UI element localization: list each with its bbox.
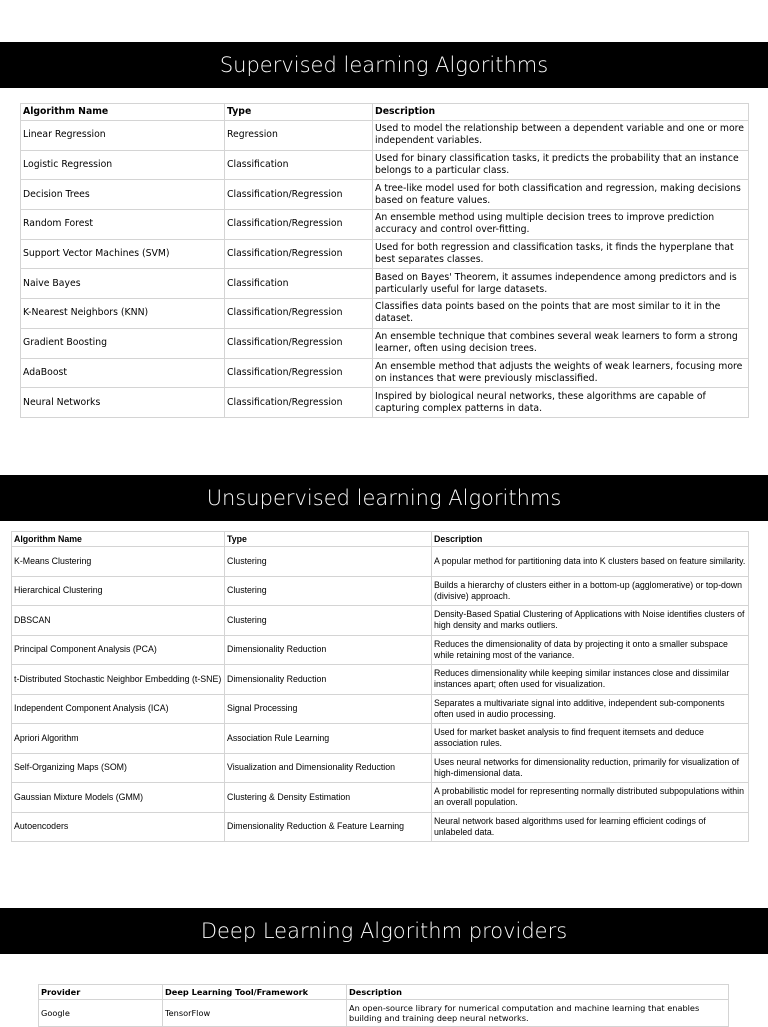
table-row xyxy=(12,783,749,813)
table-row xyxy=(12,724,749,754)
cell-type: Classification/Regression xyxy=(225,180,373,210)
cell-type: Classification/Regression xyxy=(225,239,373,269)
table-row xyxy=(21,121,749,151)
cell-name: K-Nearest Neighbors (KNN) xyxy=(21,299,225,329)
cell-type: Classification/Regression xyxy=(225,358,373,388)
cell-type: Classification/Regression xyxy=(225,388,373,418)
cell-type: TensorFlow xyxy=(163,1000,347,1027)
table-header-row xyxy=(12,532,749,547)
cell-type: Classification/Regression xyxy=(225,299,373,329)
header-cell: Provider xyxy=(39,985,163,1000)
cell-name: Neural Networks xyxy=(21,388,225,418)
table-row xyxy=(12,753,749,783)
table-row xyxy=(12,665,749,695)
table-row xyxy=(12,576,749,606)
unsupervised-algorithms-table xyxy=(11,531,749,842)
cell-description: Based on Bayes' Theorem, it assumes independence among predictors and is particularly useful for large datasets. xyxy=(373,269,749,299)
unsupervised-section-title: Unsupervised learning Algorithms xyxy=(0,475,768,521)
header-cell: Description xyxy=(373,104,749,121)
cell-name: Support Vector Machines (SVM) xyxy=(21,239,225,269)
cell-type: Dimensionality Reduction xyxy=(225,665,432,695)
cell-type: Classification xyxy=(225,150,373,180)
cell-description: An ensemble technique that combines several weak learners to form a strong learner, often using decision trees. xyxy=(373,328,749,358)
table-header-row xyxy=(39,985,729,1000)
table-row xyxy=(21,328,749,358)
cell-name: Independent Component Analysis (ICA) xyxy=(12,694,225,724)
cell-description: A probabilistic model for representing normally distributed subpopulations within an overall population. xyxy=(432,783,749,813)
cell-type: Clustering xyxy=(225,576,432,606)
cell-name: K-Means Clustering xyxy=(12,547,225,577)
header-cell: Algorithm Name xyxy=(21,104,225,121)
table-header-row xyxy=(21,104,749,121)
cell-description: An ensemble method that adjusts the weights of weak learners, focusing more on instances that were previously misclassified. xyxy=(373,358,749,388)
table-row xyxy=(12,606,749,636)
cell-name: Principal Component Analysis (PCA) xyxy=(12,635,225,665)
cell-type: Classification/Regression xyxy=(225,328,373,358)
cell-type: Classification/Regression xyxy=(225,210,373,240)
cell-type: Signal Processing xyxy=(225,694,432,724)
cell-description: Used for market basket analysis to find frequent itemsets and deduce association rules. xyxy=(432,724,749,754)
cell-name: Logistic Regression xyxy=(21,150,225,180)
cell-name: Decision Trees xyxy=(21,180,225,210)
cell-description: Classifies data points based on the points that are most similar to it in the dataset. xyxy=(373,299,749,329)
cell-description: A popular method for partitioning data into K clusters based on feature similarity. xyxy=(432,547,749,577)
cell-name: AdaBoost xyxy=(21,358,225,388)
cell-description: Used for binary classification tasks, it predicts the probability that an instance belongs to a particular class. xyxy=(373,150,749,180)
cell-description: An ensemble method using multiple decision trees to improve prediction accuracy and control over-fitting. xyxy=(373,210,749,240)
table-row xyxy=(21,269,749,299)
cell-name: Hierarchical Clustering xyxy=(12,576,225,606)
header-cell: Deep Learning Tool/Framework xyxy=(163,985,347,1000)
cell-type: Clustering xyxy=(225,606,432,636)
table-row xyxy=(21,239,749,269)
cell-type: Dimensionality Reduction & Feature Learning xyxy=(225,812,432,842)
cell-description: Used for both regression and classification tasks, it finds the hyperplane that best separates classes. xyxy=(373,239,749,269)
cell-description: Density-Based Spatial Clustering of Applications with Noise identifies clusters of high density and marks outliers. xyxy=(432,606,749,636)
table-row xyxy=(12,547,749,577)
cell-description: Used to model the relationship between a dependent variable and one or more independent variables. xyxy=(373,121,749,151)
cell-type: Clustering xyxy=(225,547,432,577)
cell-name: t-Distributed Stochastic Neighbor Embedding (t-SNE) xyxy=(12,665,225,695)
cell-description: An open-source library for numerical computation and machine learning that enables building and training deep neural networks. xyxy=(347,1000,729,1027)
cell-type: Dimensionality Reduction xyxy=(225,635,432,665)
table-row xyxy=(39,1000,729,1027)
cell-description: Uses neural networks for dimensionality reduction, primarily for visualization of high-dimensional data. xyxy=(432,753,749,783)
table-row xyxy=(21,358,749,388)
cell-name: Autoencoders xyxy=(12,812,225,842)
cell-name: DBSCAN xyxy=(12,606,225,636)
cell-description: Separates a multivariate signal into additive, independent sub-components often used in audio processing. xyxy=(432,694,749,724)
cell-name: Gaussian Mixture Models (GMM) xyxy=(12,783,225,813)
providers-table xyxy=(38,984,729,1027)
table-row xyxy=(21,180,749,210)
cell-name: Self-Organizing Maps (SOM) xyxy=(12,753,225,783)
supervised-algorithms-table xyxy=(20,103,749,418)
header-cell: Type xyxy=(225,104,373,121)
cell-description: Builds a hierarchy of clusters either in a bottom-up (agglomerative) or top-down (divisive) approach. xyxy=(432,576,749,606)
cell-type: Visualization and Dimensionality Reduction xyxy=(225,753,432,783)
supervised-section-title: Supervised learning Algorithms xyxy=(0,42,768,88)
cell-name: Linear Regression xyxy=(21,121,225,151)
providers-section-title: Deep Learning Algorithm providers xyxy=(0,908,768,954)
cell-name: Gradient Boosting xyxy=(21,328,225,358)
header-cell: Description xyxy=(347,985,729,1000)
cell-name: Naive Bayes xyxy=(21,269,225,299)
cell-description: Reduces the dimensionality of data by projecting it onto a smaller subspace while retaining most of the variance. xyxy=(432,635,749,665)
cell-name: Google xyxy=(39,1000,163,1027)
cell-type: Association Rule Learning xyxy=(225,724,432,754)
table-row xyxy=(21,299,749,329)
cell-description: A tree-like model used for both classification and regression, making decisions based on feature values. xyxy=(373,180,749,210)
table-row xyxy=(21,150,749,180)
table-row xyxy=(12,812,749,842)
cell-type: Regression xyxy=(225,121,373,151)
cell-name: Random Forest xyxy=(21,210,225,240)
cell-description: Reduces dimensionality while keeping similar instances close and dissimilar instances apart; often used for visualization. xyxy=(432,665,749,695)
cell-description: Neural network based algorithms used for learning efficient codings of unlabeled data. xyxy=(432,812,749,842)
header-cell: Type xyxy=(225,532,432,547)
cell-description: Inspired by biological neural networks, these algorithms are capable of capturing complex patterns in data. xyxy=(373,388,749,418)
table-row xyxy=(21,210,749,240)
cell-type: Clustering & Density Estimation xyxy=(225,783,432,813)
cell-name: Apriori Algorithm xyxy=(12,724,225,754)
table-row xyxy=(12,694,749,724)
header-cell: Description xyxy=(432,532,749,547)
table-row xyxy=(21,388,749,418)
table-row xyxy=(12,635,749,665)
header-cell: Algorithm Name xyxy=(12,532,225,547)
cell-type: Classification xyxy=(225,269,373,299)
